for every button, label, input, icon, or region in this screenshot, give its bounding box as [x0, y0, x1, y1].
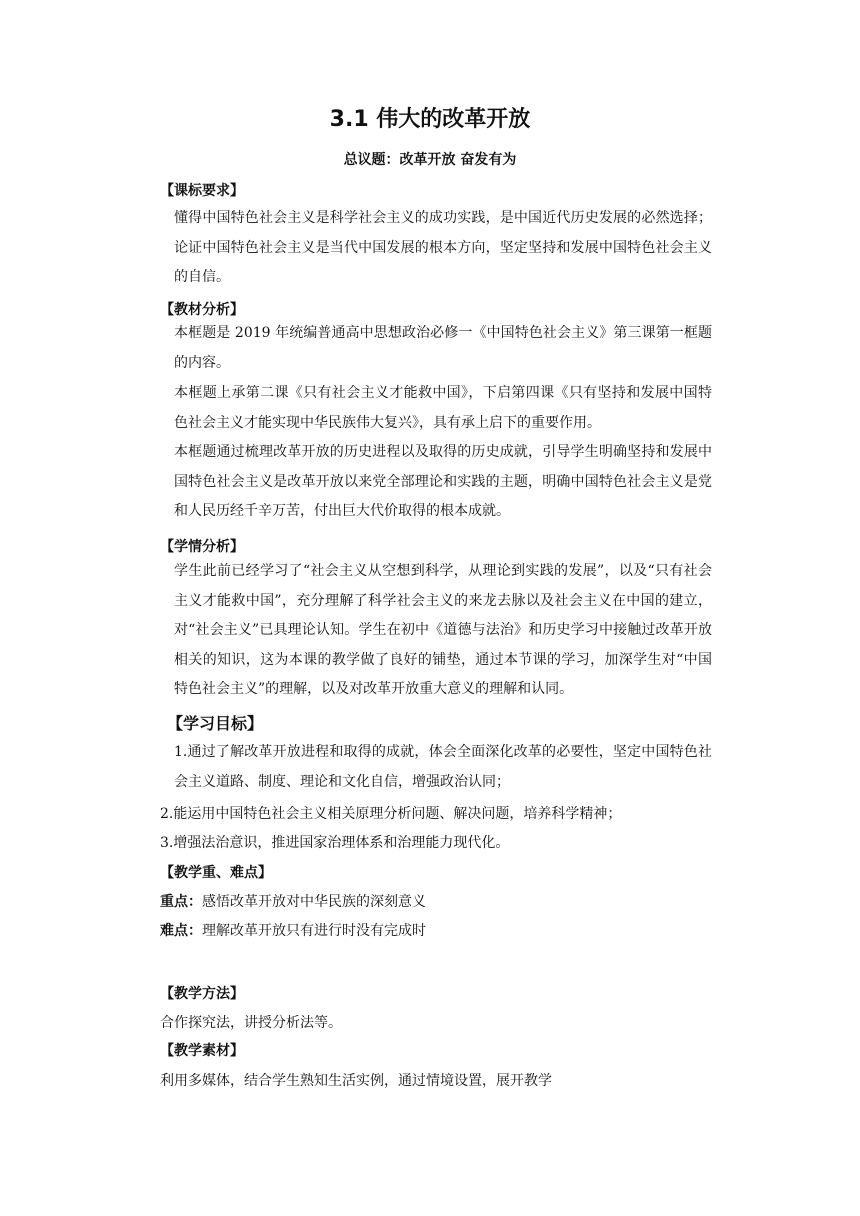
- objectives-item-2: 2.能运用中国特色社会主义相关原理分析问题、解决问题，培养科学精神；: [160, 806, 622, 822]
- objectives-item-1: [146, 738, 712, 797]
- curriculum-heading: 【课标要求】: [160, 183, 244, 199]
- key-point-label: 重点：: [160, 894, 202, 910]
- textbook-heading: 【教材分析】: [160, 302, 244, 318]
- difficult-point-line: [160, 920, 426, 940]
- page-title: 3.1 伟大的改革开放: [329, 107, 531, 132]
- textbook-text-1: 本框题是 2019 年统编普通高中思想政治必修一《中国特色社会主义》第三课第一框题的内容。: [174, 325, 712, 371]
- materials-text: 利用多媒体，结合学生熟知生活实例，通过情境设置，展开教学: [160, 1073, 552, 1089]
- curriculum-paragraph: [146, 204, 712, 293]
- page-subtitle: 总议题：改革开放 奋发有为: [343, 152, 517, 168]
- objectives-item-3: 3.增强法治意识，推进国家治理体系和治理能力现代化。: [160, 835, 510, 851]
- materials-heading: 【教学素材】: [160, 1043, 244, 1059]
- key-point-text: 感悟改革开放对中华民族的深刻意义: [202, 894, 426, 910]
- textbook-paragraph-2: [146, 379, 712, 438]
- textbook-text-3: 本框题通过梳理改革开放的历史进程以及取得的历史成就，引导学生明确坚持和发展中国特色社会主义是改革开放以来党全部理论和实践的主题，明确中国特色社会主义是党和人民历经千辛万苦，付出巨大代价取得的根本成就。: [174, 444, 712, 519]
- objectives-text-1: 1.通过了解改革开放进程和取得的成就，体会全面深化改革的必要性，坚定中国特色社会主义道路、制度、理论和文化自信，增强政治认同；: [174, 744, 712, 790]
- methods-heading: 【教学方法】: [160, 986, 244, 1002]
- difficult-point-label: 难点：: [160, 923, 202, 939]
- textbook-paragraph-1: [146, 319, 712, 378]
- difficult-point-text: 理解改革开放只有进行时没有完成时: [202, 923, 426, 939]
- textbook-text-2: 本框题上承第二课《只有社会主义才能救中国》，下启第四课《只有坚持和发展中国特色社会主义才能实现中华民族伟大复兴》，具有承上启下的重要作用。: [174, 385, 712, 431]
- methods-text: 合作探究法，讲授分析法等。: [160, 1015, 342, 1031]
- textbook-paragraph-3: [146, 438, 712, 527]
- students-paragraph: [146, 557, 712, 705]
- key-point-line: [160, 891, 426, 911]
- keypoints-heading: 【教学重、难点】: [160, 865, 272, 881]
- students-heading: 【学情分析】: [160, 539, 244, 555]
- curriculum-text: 懂得中国特色社会主义是科学社会主义的成功实践，是中国近代历史发展的必然选择；论证中国特色社会主义是当代中国发展的根本方向，坚定坚持和发展中国特色社会主义的自信。: [174, 210, 712, 285]
- objectives-heading: 【学习目标】: [167, 714, 264, 733]
- students-text: 学生此前已经学习了“社会主义从空想到科学，从理论到实践的发展”，以及“只有社会主义才能救中国”，充分理解了科学社会主义的来龙去脉以及社会主义在中国的建立，对“社会主义”已具理论认知。学生在初中《道德与法治》和历史学习中接触过改革开放相关的知识，这为本课的教学做了良好的铺垫，通过本节课的学习，加深学生对“中国特色社会主义”的理解，以及对改革开放重大意义的理解和认同。: [174, 563, 712, 697]
